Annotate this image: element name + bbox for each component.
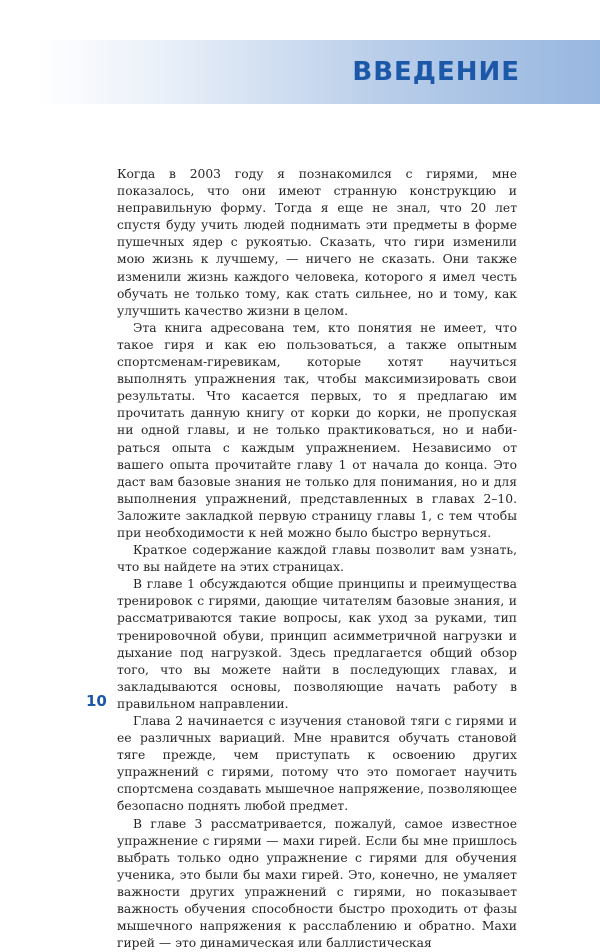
paragraph: В главе 1 обсуждаются общие принципы и преимущества тренировок с гирями, дающие читателям базовые знания, и рассматриваются такие вопросы, как уход за руками, тип тренировочной обуви, принцип асимметричной нагрузки и дыхание под нагрузкой. Здесь предлагается общий обзор того, что вы можете найти в последующих главах, и закладываются основы, позволяющие начать работу в правильном направлении. [117,577,517,711]
paragraph: Когда в 2003 году я познакомился с гирями, мне показалось, что они имеют странную конструкцию и неправильную форму. Тогда я еще не знал, что 20 лет спустя буду учить людей поднимать эти предметы в форме пушечных ядер с рукоятью. Сказать, что гири изменили мою жизнь к лучшему, — ничего не сказать. Они также изменили жизнь каждого человека, которого я имел честь обучать не только тому, как стать сильнее, но и тому, как улучшить качество жизни в целом. [117,167,517,318]
page-number: 10 [86,692,107,710]
paragraph: Краткое содержание каждой главы позволит вам узнать, что вы найдете на этих страницах. [117,543,517,575]
paragraph: Глава 2 начинается с изучения становой тяги с гирями и ее различных вариаций. Мне нравится обучать становой тяге прежде, чем приступать к освоению других упражнений с гирями, потому что это помогает научить спортсмена создавать мышечное напряжение, позволяющее безопасно поднять любой предмет. [117,714,517,814]
paragraph: В главе 3 рассматривается, пожалуй, самое известное упражнение с гирями — махи гирей. Если бы мне пришлось выбрать только одно упражнение с гирями для обучения ученика, это были бы махи гирей. Это, конечно, не умаляет важности других упражнений с гирями, но показывает важность обучения способности быстро проходить от фазы мышечного напряжения к расслаблению и обратно. Махи гирей — это динамическая или баллистическая [117,816,517,951]
chapter-title: ВВЕДЕНИЕ [352,57,520,87]
paragraph: Эта книга адресована тем, кто понятия не имеет, что такое гиря и как ею пользоваться, а также опытным спортсменам-гиревикам, которые хотят научиться выполнять упражнения так, чтобы максимизировать свои результаты. Что касается первых, то я предлагаю им прочитать данную книгу от корки до корки, не пропуская ни одной главы, и не только практиковаться, но и набираться опыта с каждым упражнением. Независимо от вашего опыта прочитайте главу 1 от начала до конца. Это даст вам базовые знания не только для понимания, но и для выполнения упражнений, представленных в главах 2–10. Заложите закладкой первую страницу главы 1, с тем чтобы при необходимости к ней можно было быстро вернуться. [117,320,517,540]
body-text [117,166,517,952]
